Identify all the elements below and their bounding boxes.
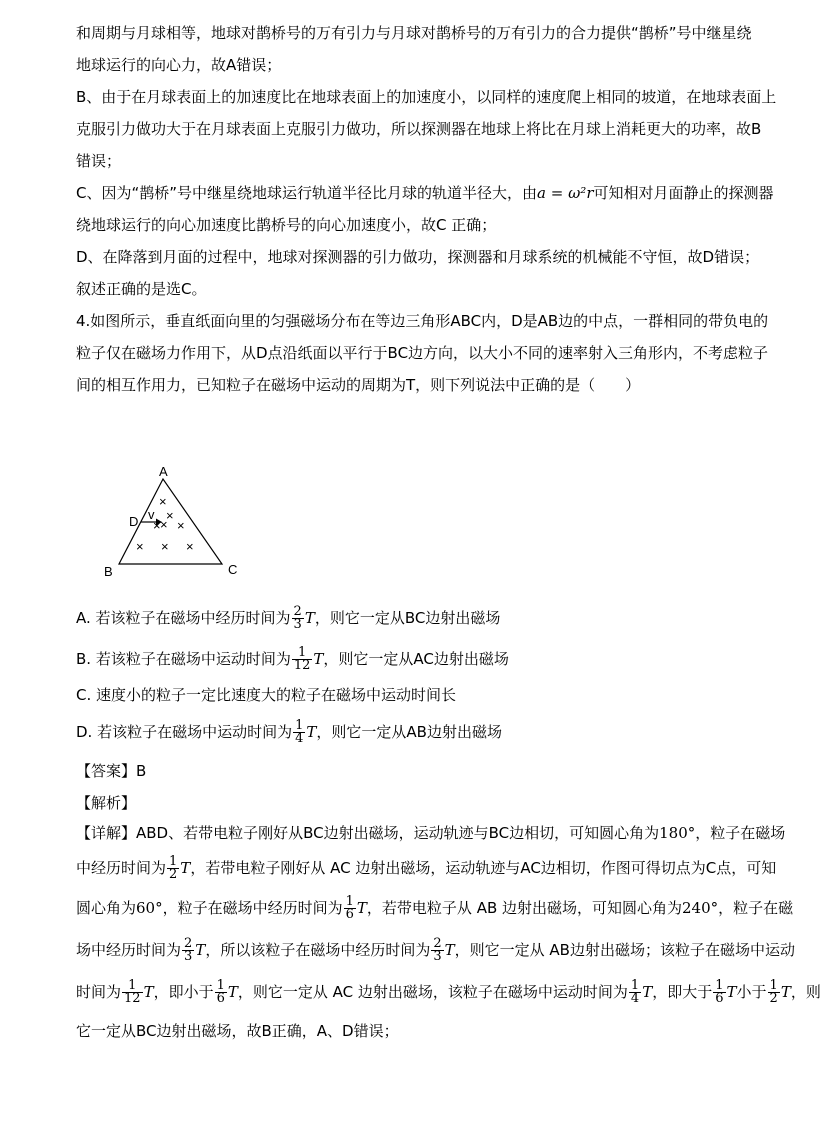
text-run: C、因为“鹊桥”号中继星绕地球运行轨道半径比月球的轨道半径大，由: [76, 184, 538, 202]
text-run: 圆心角为: [76, 899, 137, 917]
field-cross: ×: [166, 508, 174, 523]
numerator: 1: [715, 978, 724, 993]
text-run: ，则它一定从 AC 边射出磁场，该粒子在磁场中运动时间为: [237, 983, 628, 1001]
field-cross: ×: [186, 539, 194, 554]
analysis-line: [76, 822, 785, 844]
point-label-d: D: [129, 514, 139, 529]
text-run: 场中经历时间为: [76, 941, 182, 959]
text-run: 小于: [736, 983, 767, 1001]
field-cross: ×: [159, 494, 167, 509]
fraction: [292, 606, 304, 631]
option-text: ，则它一定从AB边射出磁场: [316, 723, 502, 741]
option-b: [76, 647, 509, 672]
denominator: 2: [169, 867, 178, 882]
option-d: [76, 720, 502, 745]
numerator: 2: [433, 936, 442, 951]
option-a: [76, 606, 500, 631]
velocity-label: v: [148, 507, 155, 522]
triangle-figure: [100, 462, 260, 587]
angle-value: 180°: [659, 824, 696, 842]
fraction: [713, 980, 725, 1005]
text-run: ，即小于: [153, 983, 214, 1001]
text-run: 时间为: [76, 983, 122, 1001]
denominator: 4: [295, 731, 304, 746]
text-run: 中经历时间为: [76, 859, 167, 877]
paragraph-line: B、由于在月球表面上的加速度比在地球表面上的加速度小，以同样的速度爬上相同的坡道，在地球表面上: [76, 88, 777, 106]
text-run: ，粒子在磁场中经历时间为: [162, 899, 343, 917]
fraction: [292, 647, 313, 672]
text-run: ，若带电粒子刚好从 AC 边射出磁场，运动轨迹与AC边相切，作图可得切点为C点，可知: [190, 859, 777, 877]
period-symbol: T: [180, 859, 191, 877]
denominator: 3: [433, 949, 442, 964]
analysis-line: 它一定从BC边射出磁场，故B正确，A、D错误；: [76, 1022, 399, 1040]
fraction: [431, 938, 443, 963]
field-cross: ×: [160, 517, 168, 532]
numerator: 1: [630, 978, 640, 993]
text-run: 【详解】ABD、若带电粒子刚好从BC边射出磁场，运动轨迹与BC边相切，可知圆心角为: [76, 824, 660, 842]
text-run: 可知相对月面静止的探测器: [593, 184, 774, 202]
denominator: 3: [293, 617, 302, 632]
numerator: 1: [769, 978, 778, 993]
text-run: ，粒子在磁场: [695, 824, 786, 842]
fraction: [629, 980, 641, 1005]
period-symbol: T: [195, 941, 206, 959]
numerator: 1: [169, 854, 178, 869]
text-run: ，所以该粒子在磁场中经历时间为: [205, 941, 431, 959]
option-text: A. 若该粒子在磁场中经历时间为: [76, 609, 291, 627]
vertex-label-a: A: [159, 464, 168, 479]
denominator: 6: [345, 907, 354, 922]
field-cross: ×: [136, 539, 144, 554]
analysis-line: [76, 980, 821, 1005]
paragraph-line: D、在降落到月面的过程中，地球对探测器的引力做功，探测器和月球系统的机械能不守恒，故D错误；: [76, 248, 760, 266]
period-symbol: T: [227, 983, 238, 1001]
period-symbol: T: [143, 983, 154, 1001]
denominator: 4: [630, 991, 640, 1006]
option-text: ，则它一定从BC边射出磁场: [314, 609, 501, 627]
period-symbol: T: [306, 723, 317, 741]
fraction: [122, 980, 143, 1005]
period-symbol: T: [356, 899, 367, 917]
numerator: 1: [122, 980, 143, 993]
period-symbol: T: [642, 983, 653, 1001]
paragraph-line: 错误；: [76, 152, 122, 170]
paragraph-line: 叙述正确的是选C。: [76, 280, 207, 298]
denominator: 2: [769, 991, 778, 1006]
analysis-heading: 【解析】: [76, 794, 137, 812]
question-line: 粒子仅在磁场力作用下，从D点沿纸面以平行于BC边方向，以大小不同的速率射入三角形内，不考虑粒子: [76, 344, 769, 362]
numerator: 1: [295, 718, 304, 733]
numerator: 1: [345, 894, 354, 909]
option-c: C. 速度小的粒子一定比速度大的粒子在磁场中运动时间长: [76, 686, 457, 704]
angle-value: 240°: [682, 899, 719, 917]
field-cross: ×: [153, 518, 161, 533]
vertex-label-c: C: [228, 562, 238, 577]
question-line: 4.如图所示，垂直纸面向里的匀强磁场分布在等边三角形ABC内，D是AB边的中点，一群相同的带负电的: [76, 312, 769, 330]
period-symbol: T: [726, 983, 737, 1001]
fraction: [293, 720, 305, 745]
vertex-label-b: B: [104, 564, 113, 579]
field-cross: ×: [161, 539, 169, 554]
period-symbol: T: [444, 941, 455, 959]
denominator: 6: [216, 991, 225, 1006]
denominator: 3: [184, 949, 193, 964]
denominator: 12: [124, 991, 141, 1006]
numerator: 1: [216, 978, 225, 993]
text-run: ，若带电粒子从 AB 边射出磁场，可知圆心角为: [366, 899, 683, 917]
numerator: 1: [292, 647, 313, 660]
option-text: ，则它一定从AC边射出磁场: [323, 650, 509, 668]
text-run: ，即大于: [652, 983, 713, 1001]
fraction: [768, 980, 780, 1005]
period-symbol: T: [780, 983, 791, 1001]
analysis-line: [76, 938, 795, 963]
field-cross: ×: [177, 518, 185, 533]
formula: a = ω²r: [537, 184, 594, 202]
period-symbol: T: [313, 650, 324, 668]
analysis-line: [76, 856, 776, 881]
option-text: B. 若该粒子在磁场中运动时间为: [76, 650, 291, 668]
analysis-line: [76, 896, 793, 921]
fraction: [182, 938, 194, 963]
text-run: ，则它一定从 AB边射出磁场；该粒子在磁场中运动: [454, 941, 795, 959]
paragraph-line: 克服引力做功大于在月球表面上克服引力做功，所以探测器在地球上将比在月球上消耗更大的功率，故B: [76, 120, 762, 138]
numerator: 2: [293, 604, 302, 619]
denominator: 12: [293, 658, 311, 673]
option-text: D. 若该粒子在磁场中运动时间为: [76, 723, 293, 741]
fraction: [344, 896, 356, 921]
period-symbol: T: [304, 609, 315, 627]
answer-line: 【答案】B: [76, 762, 147, 780]
text-run: ，则: [790, 983, 821, 1001]
fraction: [215, 980, 227, 1005]
denominator: 6: [715, 991, 724, 1006]
fraction: [167, 856, 179, 881]
angle-value: 60°: [136, 899, 163, 917]
paragraph-line: [76, 182, 774, 204]
question-line: 间的相互作用力，已知粒子在磁场中运动的周期为T，则下列说法中正确的是（ ）: [76, 376, 641, 394]
numerator: 2: [184, 936, 193, 951]
text-run: ，粒子在磁: [718, 899, 794, 917]
paragraph-line: 绕地球运行的向心加速度比鹊桥号的向心加速度小，故C 正确；: [76, 216, 497, 234]
paragraph-line: 和周期与月球相等，地球对鹊桥号的万有引力与月球对鹊桥号的万有引力的合力提供“鹊桥”号中继星绕: [76, 24, 752, 42]
paragraph-line: 地球运行的向心力，故A错误；: [76, 56, 282, 74]
